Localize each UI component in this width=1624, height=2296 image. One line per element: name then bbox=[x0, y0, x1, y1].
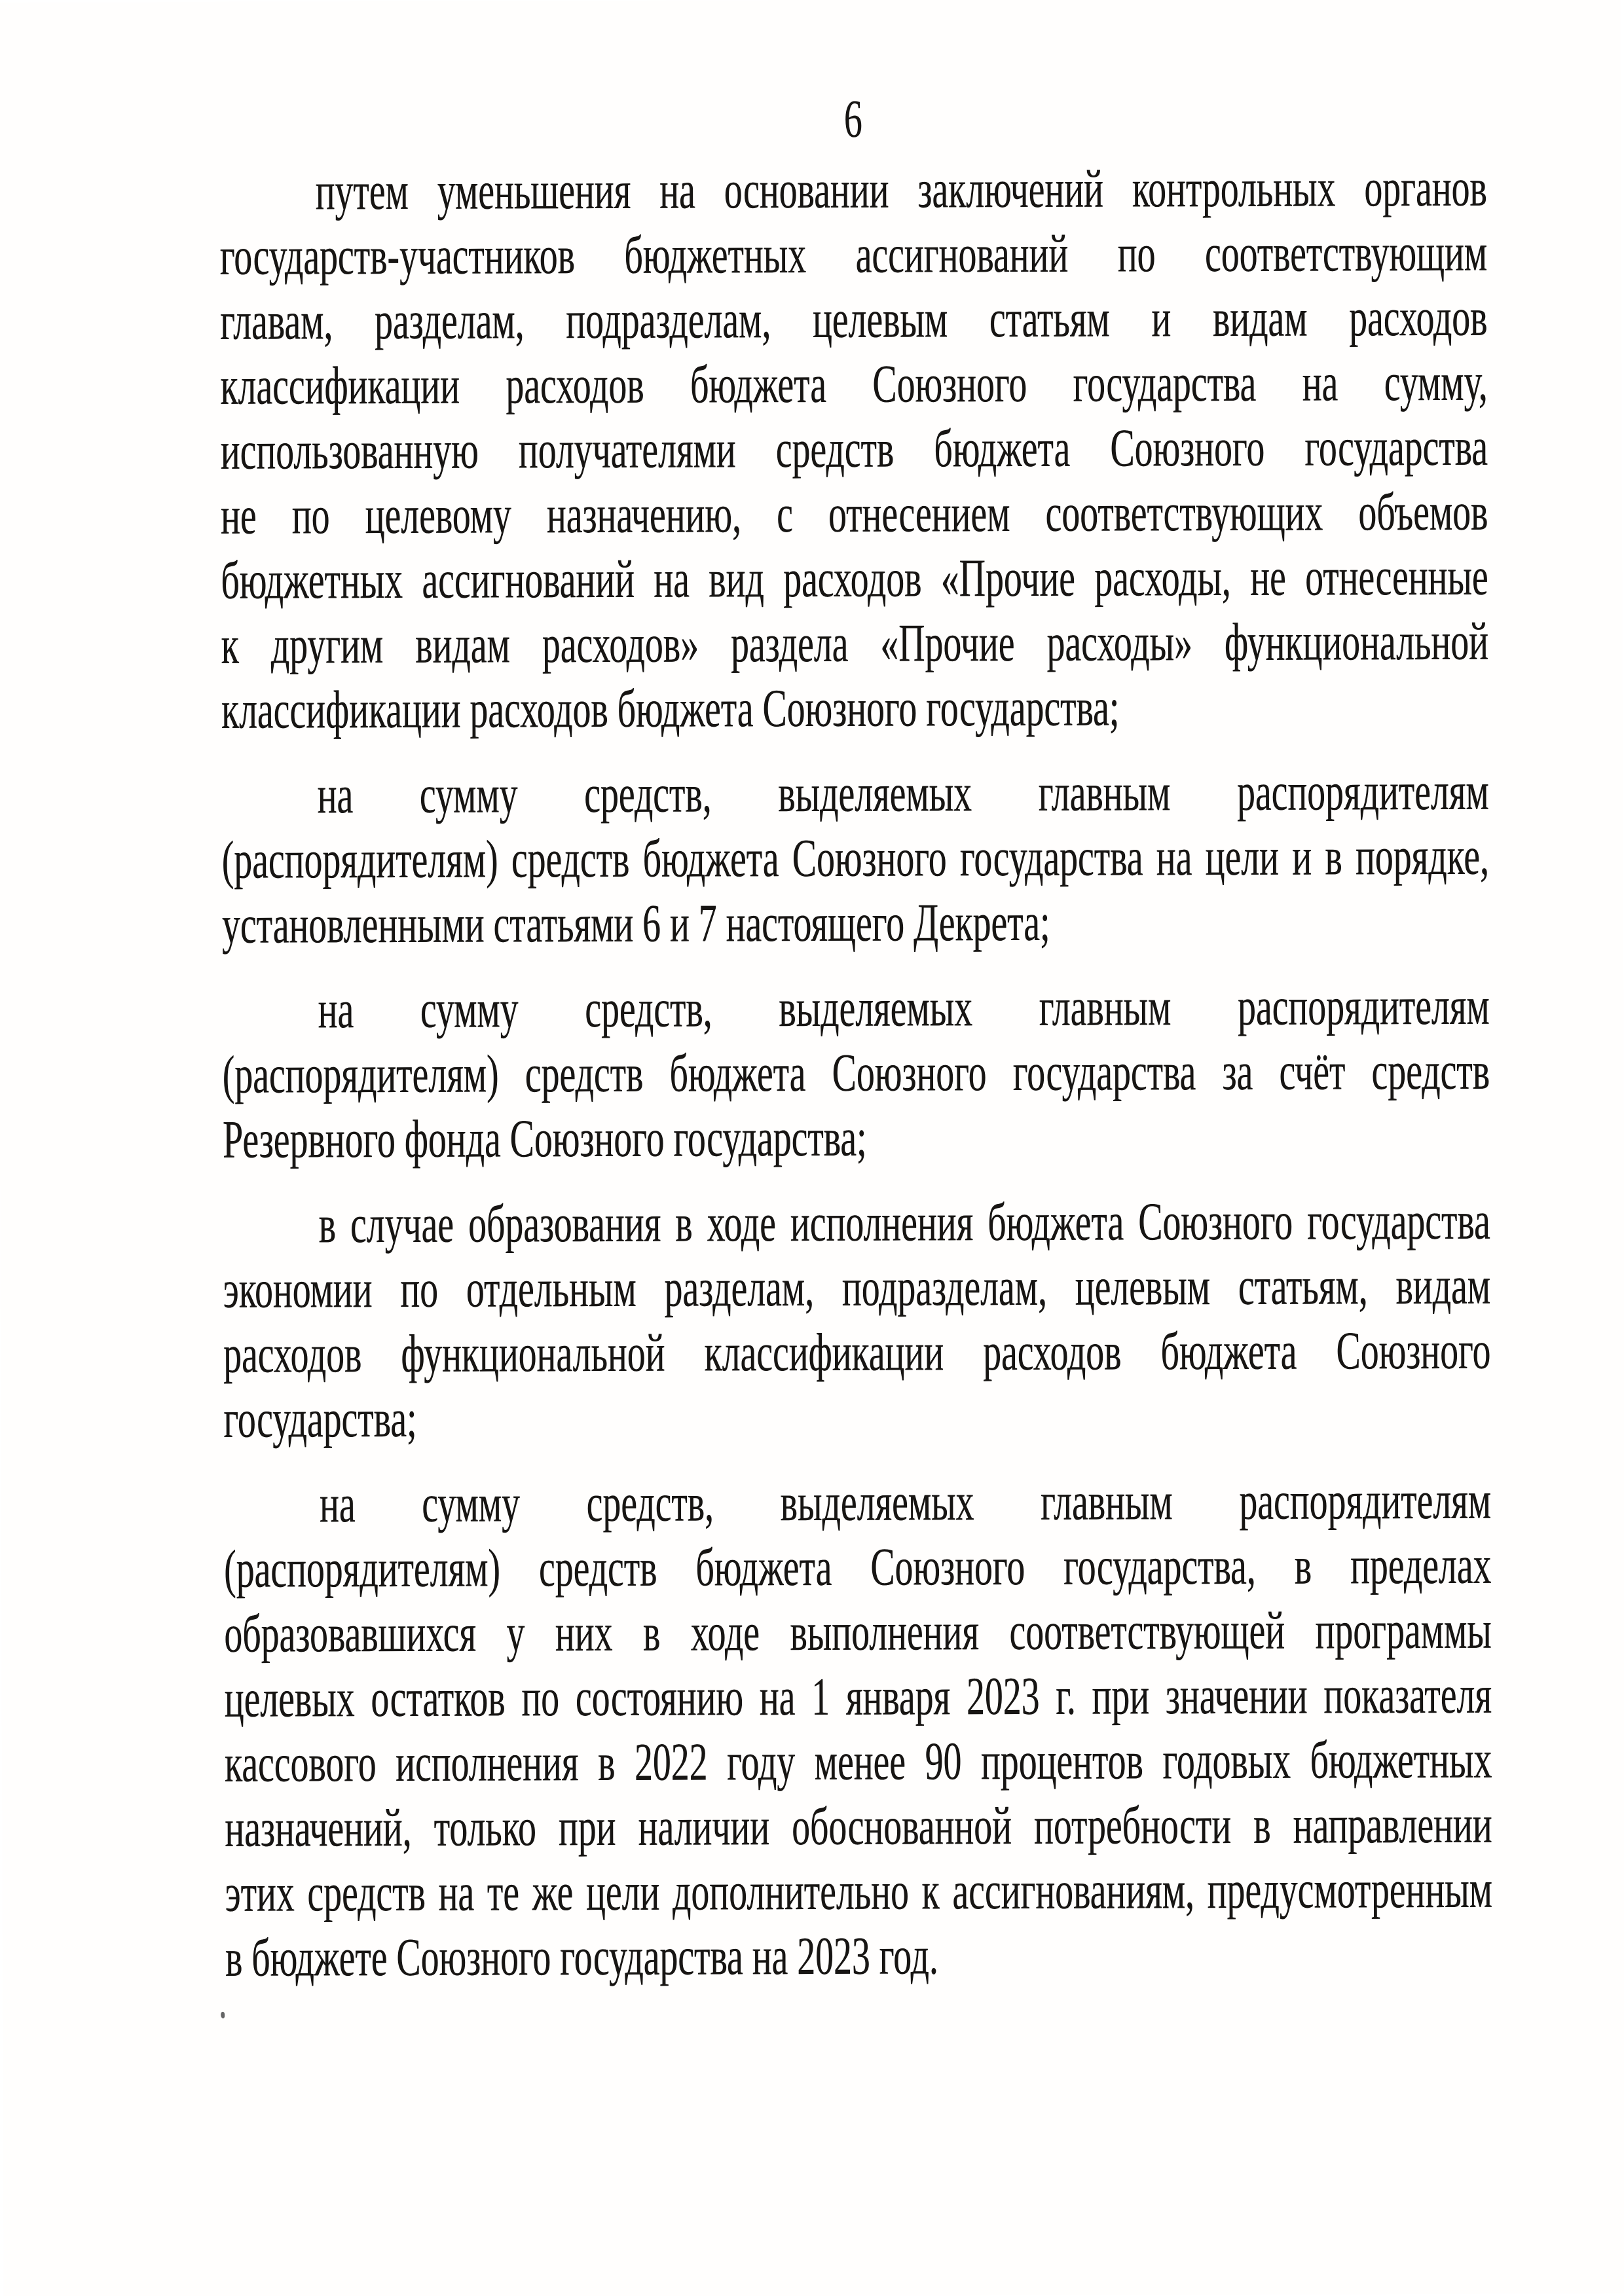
scan-artifact-dot bbox=[221, 2012, 225, 2018]
text-line: образовавшихся у них в ходе выполнения соответствующей программы bbox=[224, 1599, 1492, 1664]
text-line: этих средств на те же цели дополнительно к ассигнованиям, предусмотренным bbox=[225, 1859, 1492, 1923]
text-line: классификации расходов бюджета Союзного государства на сумму, bbox=[220, 352, 1488, 416]
document-body bbox=[219, 155, 1492, 2011]
paragraph bbox=[219, 155, 1488, 742]
page-number: 6 bbox=[843, 88, 862, 149]
text-line: путем уменьшения на основании заключений контрольных органов bbox=[315, 157, 1487, 221]
text-line: государства; bbox=[223, 1388, 417, 1449]
text-line: на сумму средств, выделяемых главным распорядителям bbox=[317, 761, 1489, 825]
paragraph bbox=[224, 1468, 1492, 1990]
text-line: в случае образования в ходе исполнения бюджета Союзного государства bbox=[318, 1190, 1490, 1254]
text-line: установленными статьями 6 и 7 настоящего Декрета; bbox=[221, 892, 1050, 955]
paragraph bbox=[222, 974, 1490, 1172]
paragraph bbox=[223, 1188, 1490, 1451]
text-line: Резервного фонда Союзного государства; bbox=[222, 1107, 867, 1169]
text-line: (распорядителям) средств бюджета Союзного государства за счёт средств bbox=[222, 1040, 1490, 1104]
text-line: классификации расходов бюджета Союзного государства; bbox=[221, 677, 1120, 740]
paragraph bbox=[221, 759, 1489, 957]
text-line: экономии по отдельным разделам, подразделам, целевым статьям, видам bbox=[223, 1255, 1491, 1319]
text-line: в бюджете Союзного государства на 2023 год. bbox=[225, 1925, 938, 1988]
text-line: на сумму средств, выделяемых главным распорядителям bbox=[318, 975, 1490, 1040]
text-line: государств-участников бюджетных ассигнований по соответствующим bbox=[219, 222, 1488, 286]
text-line: к другим видам расходов» раздела «Прочие расходы» функциональной bbox=[221, 611, 1488, 675]
text-line: бюджетных ассигнований на вид расходов «Прочие расходы, не отнесенные bbox=[221, 546, 1488, 610]
text-line: расходов функциональной классификации расходов бюджета Союзного bbox=[223, 1320, 1491, 1384]
text-line: назначений, только при наличии обоснованной потребности в направлении bbox=[225, 1794, 1492, 1858]
text-line: (распорядителям) средств бюджета Союзного государства на цели и в порядке, bbox=[221, 826, 1490, 890]
text-line: не по целевому назначению, с отнесением соответствующих объемов bbox=[220, 481, 1488, 545]
text-line: использованную получателями средств бюджета Союзного государства bbox=[220, 416, 1488, 481]
text-line: кассового исполнения в 2022 году менее 90 процентов годовых бюджетных bbox=[224, 1729, 1492, 1793]
text-line: целевых остатков по состоянию на 1 января 2023 г. при значении показателя bbox=[224, 1664, 1492, 1728]
text-line: (распорядителям) средств бюджета Союзного государства, в пределах bbox=[223, 1535, 1492, 1599]
text-line: главам, разделам, подразделам, целевым статьям и видам расходов bbox=[219, 287, 1488, 351]
text-line: на сумму средств, выделяемых главным распорядителям bbox=[319, 1470, 1492, 1534]
